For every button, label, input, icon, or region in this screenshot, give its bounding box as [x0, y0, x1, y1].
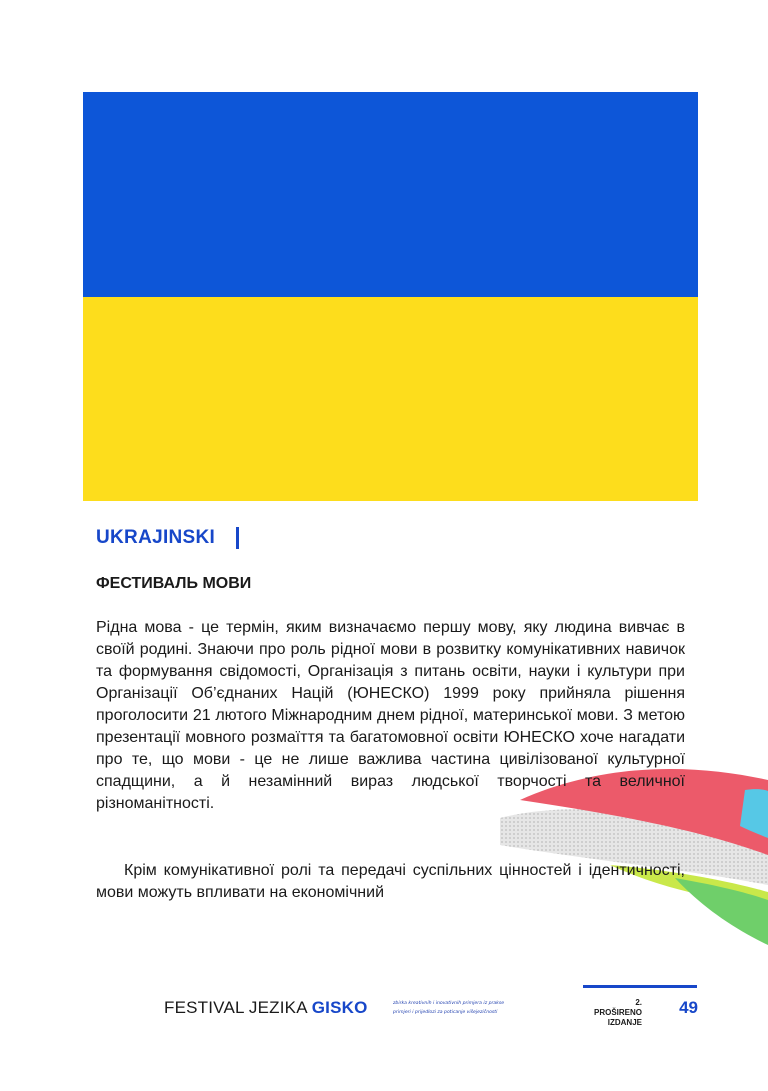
body-paragraph-2: Крім комунікативної ролі та передачі суспільних цінностей і ідентичності, мови можуть впливати на економічний	[96, 862, 685, 901]
edition-label	[586, 998, 642, 1028]
footer-accent-line	[583, 985, 697, 988]
flag-yellow-stripe	[83, 297, 698, 501]
footer-tagline	[393, 999, 563, 1017]
section-heading: ФЕСТИВАЛЬ МОВИ	[96, 575, 252, 592]
body-paragraph-1: Рідна мова - це термін, яким визначаємо першу мову, яку людина вивчає в своїй родині. Знаючи про роль рідної мови в розвитку комунікативних навичок та формування свідомості, Організація з питань освіти, науки і культури при Організації Об’єднаних Націй (ЮНЕСКО) 1999 року прийняла рішення проголосити 21 лютого Міжнародним днем рідної, материнської мови. З метою презентації мовного розмаїття та багатомовної освіти ЮНЕСКО хоче нагадати про те, що мови - це не лише важлива частина цивілізованої культурної спадщини, а й незамінний вираз людської творчості та величної різноманітності.	[96, 619, 685, 812]
footer-title-main: FESTIVAL JEZIKA	[164, 998, 312, 1017]
tagline-line-1: zbirka kreativnih i inovativnih primjera iz prakse	[393, 1001, 505, 1006]
flag-blue-stripe	[83, 92, 698, 297]
title-divider-bar	[236, 527, 239, 549]
language-title: UKRAJINSKI	[96, 527, 216, 548]
footer-title-accent: GISKO	[311, 998, 368, 1017]
edition-line-1: 2. PROŠIRENO	[593, 998, 642, 1017]
swoosh-green	[675, 878, 768, 945]
ukraine-flag	[83, 92, 698, 501]
footer-publication-title	[164, 998, 368, 1018]
tagline-line-2: primjeri i prijedlozi za poticanje višejezičnosti	[393, 1010, 498, 1015]
page-number: 49	[679, 998, 698, 1017]
edition-line-2: IZDANJE	[607, 1018, 642, 1027]
